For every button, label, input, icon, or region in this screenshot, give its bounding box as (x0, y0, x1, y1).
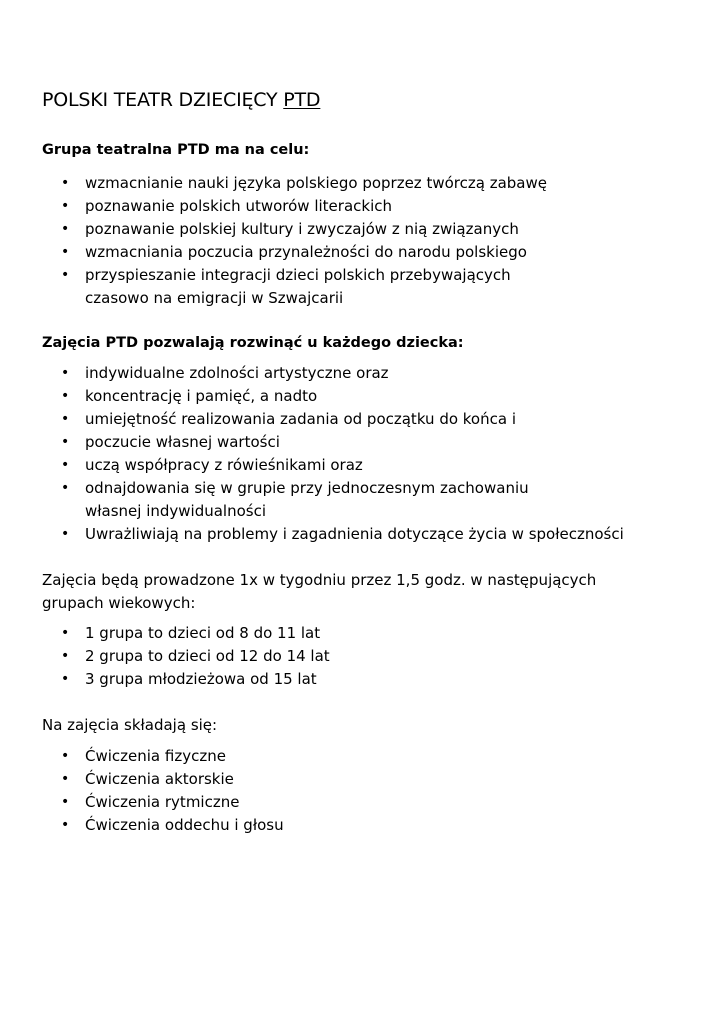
list-item-text: Ćwiczenia rytmiczne (85, 793, 240, 811)
list-item (0, 645, 330, 668)
bullet-icon: • (61, 526, 70, 542)
list-item-text: umiejętność realizowania zadania od początku do końca i (85, 410, 516, 428)
list-item (0, 791, 284, 814)
list-item (0, 523, 624, 546)
bullet-icon: • (61, 411, 70, 427)
bullet-icon: • (61, 771, 70, 787)
list-item-text: indywidualne zdolności artystyczne oraz (85, 364, 389, 382)
section3-intro-line2: grupach wiekowych: (42, 594, 196, 612)
list-item-text: poczucie własnej wartości (85, 433, 280, 451)
bullet-icon: • (61, 365, 70, 381)
list-item-continuation: czasowo na emigracji w Szwajcarii (85, 289, 344, 307)
list-item (0, 172, 547, 195)
list-item-text: odnajdowania się w grupie przy jednoczesnym zachowaniu (85, 479, 529, 497)
list-item-text: 2 grupa to dzieci od 12 do 14 lat (85, 647, 330, 665)
list-item (0, 218, 547, 241)
list-item-text: 1 grupa to dzieci od 8 do 11 lat (85, 624, 321, 642)
bullet-icon: • (61, 388, 70, 404)
list-item-text: poznawanie polskiej kultury i zwyczajów z nią związanych (85, 220, 519, 238)
list-item-continuation: własnej indywidualności (85, 502, 267, 520)
bullet-icon: • (61, 794, 70, 810)
list-item (0, 814, 284, 837)
title-main: POLSKI TEATR DZIECIĘCY (42, 89, 284, 111)
bullet-icon: • (61, 457, 70, 473)
list-item-text: wzmacnianie nauki języka polskiego poprzez twórczą zabawę (85, 174, 547, 192)
list-item (0, 264, 547, 310)
bullet-icon: • (61, 648, 70, 664)
section3-list (0, 622, 330, 691)
section4-list (0, 745, 284, 837)
bullet-icon: • (61, 244, 70, 260)
bullet-icon: • (61, 748, 70, 764)
list-item-text: Ćwiczenia oddechu i głosu (85, 816, 284, 834)
section2-heading: Zajęcia PTD pozwalają rozwinąć u każdego dziecka: (42, 335, 464, 351)
list-item-text: uczą współpracy z rówieśnikami oraz (85, 456, 363, 474)
list-item (0, 431, 624, 454)
list-item-text: Ćwiczenia fizyczne (85, 747, 226, 765)
bullet-icon: • (61, 175, 70, 191)
list-item-text: Uwrażliwiają na problemy i zagadnienia dotyczące życia w społeczności (85, 525, 624, 543)
bullet-icon: • (61, 267, 70, 283)
list-item-text: koncentrację i pamięć, a nadto (85, 387, 318, 405)
bullet-icon: • (61, 434, 70, 450)
bullet-icon: • (61, 198, 70, 214)
list-item (0, 195, 547, 218)
list-item-text: 3 grupa młodzieżowa od 15 lat (85, 670, 317, 688)
page-title (42, 89, 320, 111)
list-item (0, 454, 624, 477)
section2-list (0, 362, 624, 546)
list-item (0, 477, 624, 523)
list-item (0, 385, 624, 408)
section4-intro: Na zajęcia składają się: (42, 716, 218, 734)
list-item-text: Ćwiczenia aktorskie (85, 770, 234, 788)
bullet-icon: • (61, 671, 70, 687)
section3-intro-line1: Zajęcia będą prowadzone 1x w tygodniu przez 1,5 godz. w następujących (42, 571, 597, 589)
section1-list (0, 172, 547, 310)
section3-intro (42, 569, 596, 615)
bullet-icon: • (61, 221, 70, 237)
list-item (0, 768, 284, 791)
title-abbreviation: PTD (283, 89, 321, 111)
bullet-icon: • (61, 480, 70, 496)
bullet-icon: • (61, 817, 70, 833)
list-item (0, 362, 624, 385)
bullet-icon: • (61, 625, 70, 641)
list-item (0, 241, 547, 264)
list-item (0, 745, 284, 768)
list-item-text: poznawanie polskich utworów literackich (85, 197, 393, 215)
section1-heading: Grupa teatralna PTD ma na celu: (42, 142, 310, 158)
list-item-text: wzmacniania poczucia przynależności do narodu polskiego (85, 243, 527, 261)
list-item (0, 408, 624, 431)
list-item-text: przyspieszanie integracji dzieci polskich przebywających (85, 266, 511, 284)
list-item (0, 668, 330, 691)
list-item (0, 622, 330, 645)
